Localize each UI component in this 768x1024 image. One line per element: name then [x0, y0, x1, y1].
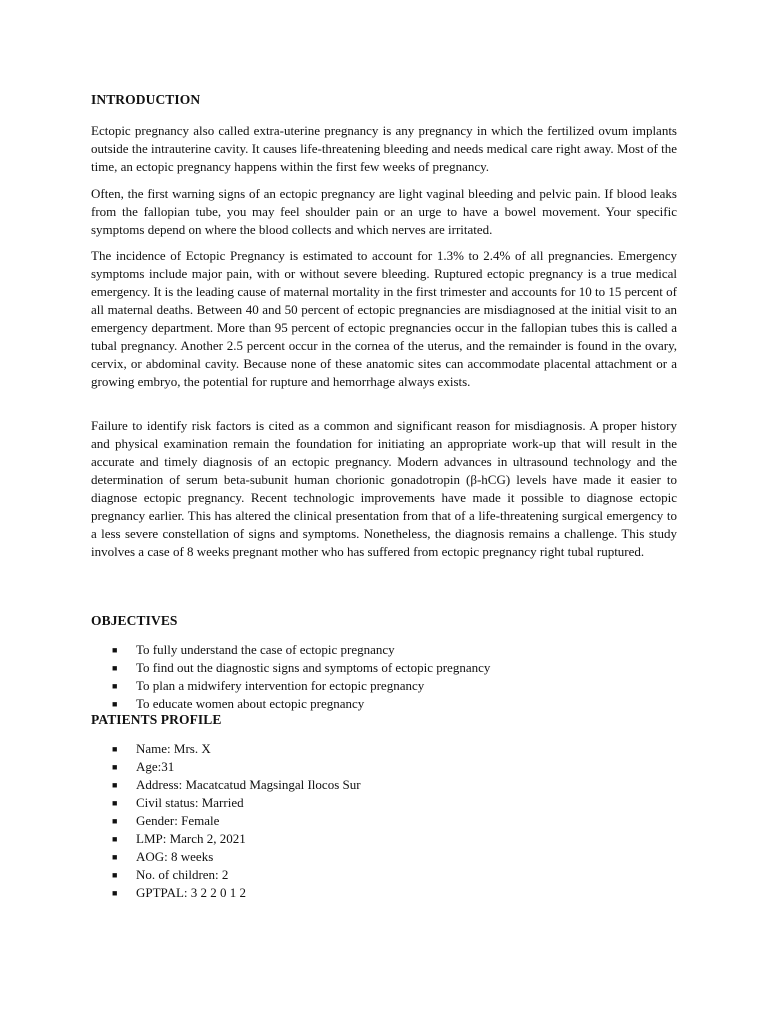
profile-gender: Gender: Female	[136, 813, 220, 828]
list-item	[112, 641, 490, 659]
intro-paragraph-2: Often, the first warning signs of an ectopic pregnancy are light vaginal bleeding and pelvic pain. If blood leaks from the fallopian tube, you may feel shoulder pain or an urge to have a bowel movement. Your specific symptoms depend on where the blood collects and which nerves are irritated.	[91, 186, 677, 237]
bullet-icon: ■	[112, 645, 118, 655]
bullet-icon: ■	[112, 834, 118, 844]
bullet-icon: ■	[112, 699, 118, 709]
bullet-icon: ■	[112, 852, 118, 862]
profile-lmp: LMP: March 2, 2021	[136, 831, 246, 846]
list-item	[112, 740, 361, 758]
profile-age: Age:31	[136, 759, 175, 774]
intro-paragraph-1: Ectopic pregnancy also called extra-uterine pregnancy is any pregnancy in which the fertilized ovum implants outside the intrauterine cavity. It causes life-threatening bleeding and needs medical care right away. Most of the time, an ectopic pregnancy happens within the first few weeks of pregnancy.	[91, 123, 677, 174]
intro-paragraph-4: Failure to identify risk factors is cited as a common and significant reason for misdiagnosis. A proper history and physical examination remain the foundation for initiating an appropriate work-up that will result in the accurate and timely diagnosis of an ectopic pregnancy. Modern advances in ultrasound technology and the determination of serum beta-subunit human chorionic gonadotropin (β-hCG) levels have made it easier to diagnose ectopic pregnancy. Recent technologic improvements have made it possible to diagnose ectopic pregnancy earlier. This has altered the clinical presentation from that of a life-threatening surgical emergency to a less severe constellation of signs and symptoms. Nonetheless, the diagnosis remains a challenge. This study involves a case of 8 weeks pregnant mother who has suffered from ectopic pregnancy right tubal ruptured.	[91, 418, 677, 559]
patients-profile-list	[112, 740, 361, 902]
bullet-icon: ■	[112, 888, 118, 898]
list-item	[112, 812, 361, 830]
bullet-icon: ■	[112, 762, 118, 772]
objective-text: To plan a midwifery intervention for ectopic pregnancy	[136, 678, 425, 693]
objectives-heading: OBJECTIVES	[91, 613, 178, 628]
list-item	[112, 866, 361, 884]
profile-civil-status: Civil status: Married	[136, 795, 244, 810]
bullet-icon: ■	[112, 744, 118, 754]
list-item	[112, 776, 361, 794]
list-item	[112, 659, 490, 677]
bullet-icon: ■	[112, 870, 118, 880]
list-item	[112, 677, 490, 695]
bullet-icon: ■	[112, 798, 118, 808]
profile-address: Address: Macatcatud Magsingal Ilocos Sur	[136, 777, 361, 792]
objective-text: To find out the diagnostic signs and symptoms of ectopic pregnancy	[136, 660, 491, 675]
list-item	[112, 830, 361, 848]
bullet-icon: ■	[112, 681, 118, 691]
intro-paragraph-3: The incidence of Ectopic Pregnancy is estimated to account for 1.3% to 2.4% of all pregnancies. Emergency symptoms include major pain, with or without severe bleeding. Ruptured ectopic pregnancy is a true medical emergency. It is the leading cause of maternal mortality in the first trimester and accounts for 10 to 15 percent of all maternal deaths. Between 40 and 50 percent of ectopic pregnancies are misdiagnosed at the initial visit to an emergency department. More than 95 percent of ectopic pregnancies occur in the fallopian tubes this is called a tubal pregnancy. Another 2.5 percent occur in the cornea of the uterus, and the remainder is found in the ovary, cervix, or abdominal cavity. Because none of these anatomic sites can accommodate placental attachment or a growing embryo, the potential for rupture and hemorrhage always exists.	[91, 248, 677, 389]
objective-text: To educate women about ectopic pregnancy	[136, 696, 365, 711]
bullet-icon: ■	[112, 816, 118, 826]
list-item	[112, 794, 361, 812]
bullet-icon: ■	[112, 663, 118, 673]
list-item	[112, 884, 361, 902]
list-item	[112, 758, 361, 776]
list-item	[112, 695, 490, 713]
profile-children: No. of children: 2	[136, 867, 229, 882]
bullet-icon: ■	[112, 780, 118, 790]
objectives-list	[112, 641, 490, 713]
profile-gptpal: GPTPAL: 3 2 2 0 1 2	[136, 885, 247, 900]
list-item	[112, 848, 361, 866]
introduction-heading: INTRODUCTION	[91, 92, 201, 107]
patients-profile-heading: PATIENTS PROFILE	[91, 712, 222, 727]
profile-aog: AOG: 8 weeks	[136, 849, 214, 864]
objective-text: To fully understand the case of ectopic pregnancy	[136, 642, 395, 657]
profile-name: Name: Mrs. X	[136, 741, 211, 756]
